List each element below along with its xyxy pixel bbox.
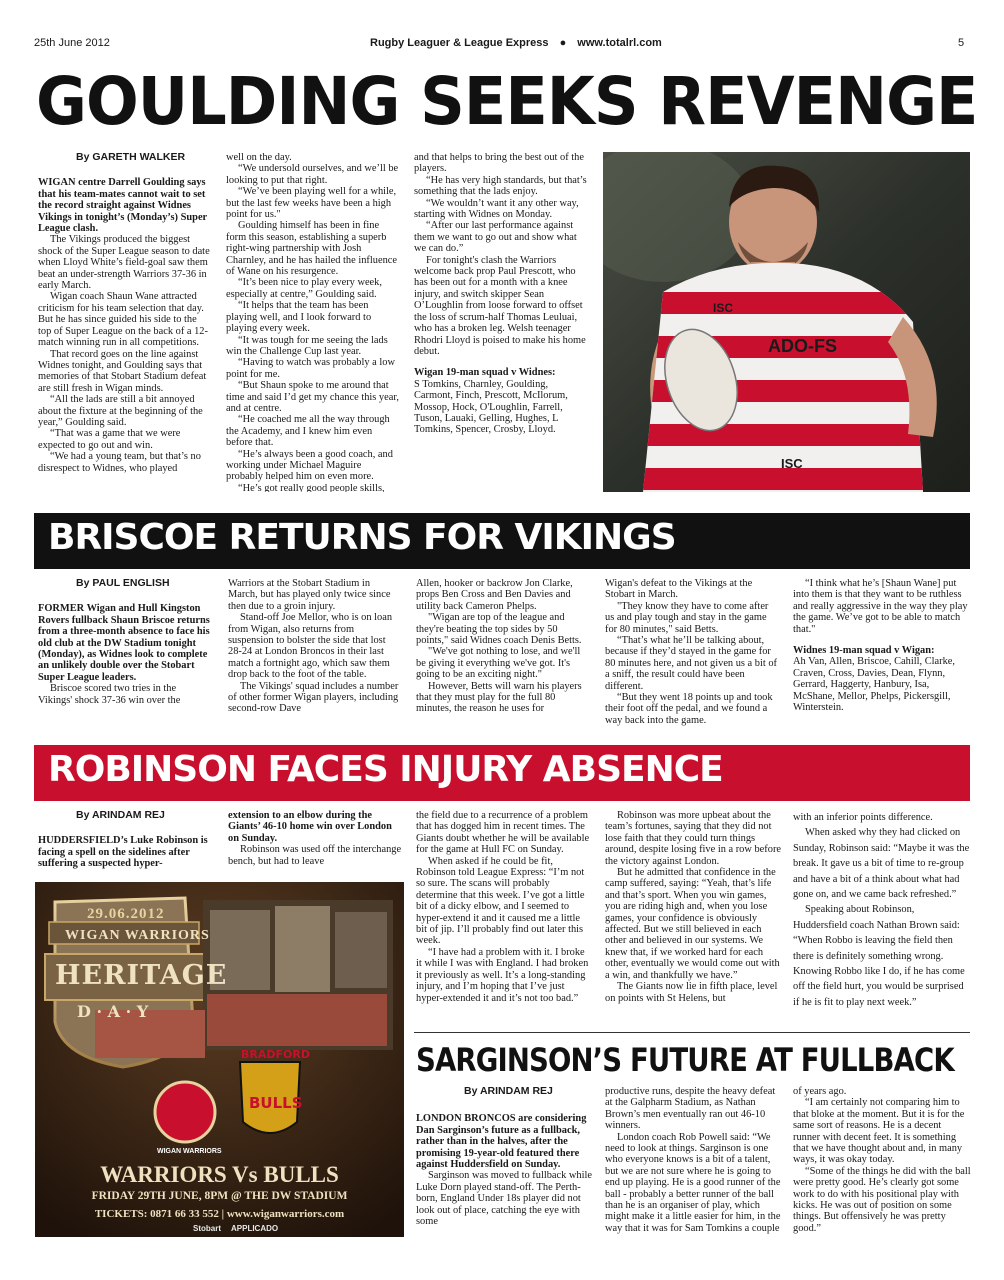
paragraph: “He coached me all the way through the Academy, and I knew him even before that. [226, 414, 390, 449]
publication-name: Rugby Leaguer & League Express [370, 37, 549, 49]
advert-banner: WIGAN WARRIORS [65, 928, 210, 943]
lead-paragraph: HUDDERSFIELD’s Luke Robinson is facing a spell on the sidelines after suffering a suspected hyper- [38, 835, 208, 870]
shorts-logo-text: ISC [781, 456, 803, 471]
paragraph: productive runs, despite the heavy defeat at the Galpharm Stadium, as Nathan Brown’s men eventually ran out 46-10 winners. [605, 1086, 776, 1132]
paragraph: “Having to watch was probably a low point for me. [226, 357, 395, 380]
paragraph: Wigan's defeat to the Vikings at the Stobart in March. [605, 578, 753, 601]
paragraph: “He’s always been a good coach, and working under Michael Maguire probably helped him on even more. [226, 448, 393, 483]
section-rule [414, 1032, 970, 1033]
bradford-label: BRADFORD [241, 1048, 310, 1061]
paragraph: However, Betts will warn his players that they must play for the full 80 minutes, the reason he uses for [416, 680, 582, 715]
byline: By ARINDAM REJ [464, 1086, 553, 1097]
paragraph: the field due to a recurrence of a problem that has dogged him in recent times. The Giants doubt whether he will be available for the game at Hull FC on Sunday. [416, 810, 590, 856]
article4-col2 [605, 1086, 781, 1246]
article2-col3 [416, 578, 592, 728]
issue-date: 25th June 2012 [34, 37, 110, 49]
article2-col2 [228, 578, 402, 728]
article4-col1 [416, 1086, 592, 1246]
advert-match-details: FRIDAY 29TH JUNE, 8PM @ THE DW STADIUM [91, 1190, 348, 1202]
masthead-line [370, 37, 662, 49]
paragraph: The Vikings' squad includes a number of other former Wigan players, including second-row Dave [228, 680, 399, 715]
paragraph: When asked if he could be fit, Robinson told League Express: “I’m not so sure. The scans will probably determine that this week. I’ve got a little bit of a dicky elbow, and I seemed to hyper-extend it and it caused me a little bit of jip. I’ll probably find out later this week. [416, 855, 585, 947]
advert-match-title: WARRIORS Vs BULLS [100, 1162, 339, 1187]
paragraph: “Some of the things he did with the ball were pretty good. He’s clearly got some work to do with his positional play with kicks. He was out of position on some things. But offensively he was pretty good.” [793, 1165, 971, 1234]
squad-title: Widnes 19-man squad v Wigan: [793, 645, 935, 657]
byline: By PAUL ENGLISH [76, 578, 170, 589]
paragraph: “All the lads are still a bit annoyed about the fixture at the beginning of the year,” Goulding said. [38, 394, 203, 428]
paragraph: “But they went 18 points up and took their foot off the pedal, and we found a way back into the game. [605, 692, 773, 726]
squad-title: Wigan 19-man squad v Widnes: [414, 367, 556, 379]
headline-band-robinson [34, 745, 970, 801]
sponsor-applicado: APPLICADO [231, 1224, 279, 1233]
paragraph: Goulding himself has been in fine form this season, establishing a superb right-wing partnership with Josh Charnley, and he has hailed the influence of Wane on his resurgence. [226, 220, 397, 278]
article3-col3 [416, 810, 592, 1028]
headline-robinson: ROBINSON FACES INJURY ABSENCE [48, 749, 723, 790]
paragraph: Robinson was more upbeat about the team’s fortunes, saying that they did not lose faith that they could turn things around, despite losing five in a row before the victory against London. [605, 810, 781, 867]
paragraph: “I think what he’s [Shaun Wane] put into them is that they want to be ruthless and really aggressive in the way they play the game. We’ve got to be able to match that." [793, 578, 968, 635]
paragraph: Allen, hooker or backrow Jon Clarke, props Ben Cross and Ben Davies and utility back Cameron Phelps. [416, 578, 573, 612]
paragraph: with an inferior points difference. [793, 812, 933, 823]
byline: By ARINDAM REJ [76, 810, 165, 821]
advert-date: 29.06.2012 [87, 906, 165, 922]
squad-list: Ah Van, Allen, Briscoe, Cahill, Clarke, Craven, Cross, Davies, Dean, Flynn, Gerrard, Haggerty, Hanbury, Isa, McShane, Mellor, Phelps, Pickersgill, Winterstein. [793, 656, 955, 714]
page-number: 5 [958, 37, 965, 49]
paragraph: London coach Rob Powell said: “We need to look at things. Sarginson is one who everyone knows is a bit of a talent, but we are not sure where he is going to end up playing. He is a good runner of the ball - probably a better runner of the ball than he is an organiser of play, which might make it a little easier for him, in the way that it was for Sam Tomkins a couple [605, 1131, 781, 1234]
paragraph: "Wigan are top of the league and they're beating the top sides by 50 points," said Widnes coach Denis Betts. [416, 612, 582, 647]
lead-paragraph: WIGAN centre Darrell Goulding says that his team-mates cannot wait to set the record straight against Widnes Vikings in tonight’s (Monday’s) Super League clash. [38, 177, 207, 235]
chest-sponsor-text: ADO-FS [768, 336, 837, 356]
article3-col2 [228, 810, 402, 870]
byline: By GARETH WALKER [76, 152, 186, 163]
lead-paragraph: FORMER Wigan and Hull Kingston Rovers fullback Shaun Briscoe returns from a three-month absence to face his old club at the DW Stadium tonight (Monday), as Widnes look to complete an unlikely double over the Stobart Super League leaders. [38, 603, 210, 683]
lead-continuation: extension to an elbow during the Giants’ 46-10 home win over London on Sunday. [228, 810, 392, 844]
paragraph: The Vikings produced the biggest shock of the Super League season to date when Lloyd White’s field-goal saw them beat an under-strength Warriors 37-36 in early March. [38, 234, 210, 292]
player-photo [603, 152, 970, 492]
paragraph: The Giants now lie in fifth place, level on points with St Helens, but [605, 981, 778, 1004]
headline-briscoe: BRISCOE RETURNS FOR VIKINGS [48, 517, 676, 558]
bullet-separator: ● [559, 37, 567, 49]
paragraph: "They know they have to come after us and play tough and stay in the game for 80 minutes," said Betts. [605, 600, 769, 635]
paragraph: “I am certainly not comparing him to that bloke at the moment. But it is for the same sort of reasons. He is a decent runner with decent feet. It is something that we have thought about and, in many ways, it was okay today. [793, 1097, 965, 1166]
paragraph: “It’s been nice to play every week, especially at centre,” Goulding said. [226, 277, 382, 300]
paragraph: “I have had a problem with it. I broke it while I was with England. I had broken it previously as well. It’s a long-standing injury, and I’m hoping that I’ve just hyper-extended it and it’s not too bad.” [416, 946, 589, 1004]
paragraph: Robinson was used off the interchange bench, but had to leave [228, 844, 402, 867]
paragraph: Speaking about Robinson, Huddersfield coach Nathan Brown said: “When Robbo is leaving the field then there is definitely something wrong. Knowing Robbo like I do, if he has come off the field hurt, you would be surprised if he is fit to play next week.” [793, 904, 965, 1008]
sponsor-stobart: Stobart [193, 1224, 221, 1233]
paragraph: That record goes on the line against Widnes tonight, and Goulding says that memories of that Stobart Stadium defeat are still fresh in Wigan minds. [38, 348, 207, 394]
paragraph: Stand-off Joe Mellor, who is on loan from Wigan, also returns from suspension to bolster the side that lost 28-24 at London Broncos in their last match a fortnight ago, which saw them drop back to the foot of the table. [228, 612, 393, 681]
paragraph: and that helps to bring the best out of the players. [414, 152, 584, 175]
lead-paragraph: LONDON BRONCOS are considering Dan Sarginson’s future as a fullback, rather than in the halves, after the promising 19-year-old featured there against Huddersfield on Sunday. [416, 1113, 587, 1171]
paragraph: When asked why they had clicked on Sunday, Robinson said: “Maybe it was the break. It gave us a bit of time to re-group and have a bit of a think about what had gone on, and we came back refreshed.” [793, 827, 970, 901]
paragraph: “We wouldn’t want it any other way, starting with Widnes on Monday. [414, 197, 579, 221]
paragraph: “It was tough for me seeing the lads win the Challenge Cup last year. [226, 334, 388, 357]
article3-col5 [793, 810, 971, 1028]
article1-col3 [414, 152, 588, 492]
article2-col4 [605, 578, 779, 728]
heritage-day-advert[interactable] [35, 882, 404, 1237]
paragraph: “That’s what he’ll be talking about, because if they’d stayed in the game for 80 minutes here, and not given us a bit of a sniff, the result could have been different. [605, 635, 777, 692]
article2-col5 [793, 578, 971, 728]
paragraph: Warriors at the Stobart Stadium in March, but has played only twice since then due to a groin injury. [228, 578, 391, 612]
headline-sarginson: SARGINSON’S FUTURE AT FULLBACK [416, 1041, 954, 1079]
paragraph: "We've got nothing to lose, and we'll be giving it everything we've got. It's going to be an exciting night." [416, 646, 581, 681]
headline-goulding: GOULDING SEEKS REVENGE [36, 63, 978, 140]
advert-subtitle: D · A · Y [77, 1002, 149, 1021]
paragraph: “We undersold ourselves, and we’ll be looking to put that right. [226, 163, 399, 186]
paragraph: “We had a young team, but that’s no disrespect to Widnes, who played [38, 451, 201, 474]
paragraph: “He has very high standards, but that’s something that the lads enjoy. [414, 174, 587, 198]
paragraph: “That was a game that we were expected to go out and win. [38, 428, 181, 451]
paragraph: “We’ve been playing well for a while, but the last few weeks have been a high point for us." [226, 186, 397, 221]
paragraph: “But Shaun spoke to me around that time and said I’d get my chance this year, and at centre. [226, 380, 399, 414]
player-photo-graphic [603, 152, 970, 492]
paragraph: Sarginson was moved to fullback while Luke Dorn played stand-off. The Perth-born, England Under 18s player did not look out of place, catching the eye with some [416, 1170, 592, 1228]
article1-col2 [226, 152, 400, 492]
squad-list: S Tomkins, Charnley, Goulding, Carmont, Finch, Prescott, McIlorum, Mossop, Hock, O'Loughlin, Farrell, Tuson, Lauaki, Gelling, Hughes, L Tomkins, Spencer, Crosby, Lloyd. [414, 378, 568, 436]
wigan-crest-label: WIGAN WARRIORS [157, 1148, 222, 1155]
advert-tickets[interactable]: TICKETS: 0871 66 33 552 | www.wiganwarriors.com [94, 1208, 345, 1220]
paragraph: well on the day. [226, 152, 292, 163]
bulls-label: BULLS [249, 1094, 303, 1112]
paragraph: of years ago. [793, 1086, 847, 1097]
paragraph: Wigan coach Shaun Wane attracted criticism for his team selection that day. But he has since guided his side to the top of Super League on the back of a 12-match winning run in all competitions. [38, 291, 208, 349]
article3-col4 [605, 810, 781, 1028]
paragraph: “It helps that the team has been playing well, and I look forward to playing every week. [226, 300, 372, 335]
paragraph: “After our last performance against them we want to go out and show what we can do.” [414, 220, 577, 255]
advert-title: HERITAGE [55, 960, 228, 991]
article1-col1 [38, 152, 212, 492]
website-link[interactable]: www.totalrl.com [577, 37, 662, 49]
article2-col1 [38, 578, 212, 728]
article3-col1 [38, 810, 212, 870]
headline-band-briscoe [34, 513, 970, 569]
sleeve-logo-text: ISC [713, 301, 734, 315]
paragraph: For tonight's clash the Warriors welcome back prop Paul Prescott, who has been out for a month with a knee injury, and switch skipper Sean O’Loughlin from loose forward to offset the loss of scrum-half Thomas Leuluai, who has a broken leg. Welsh teenager Rhodri Lloyd is poised to make his home debut. [414, 254, 586, 357]
paragraph: Briscoe scored two tries in the Vikings' shock 37-36 win over the [38, 683, 181, 706]
article4-col3 [793, 1086, 971, 1246]
paragraph: “He’s got really good people skills, [238, 482, 385, 492]
paragraph: But he admitted that confidence in the camp suffered, saying: “Yeah, that’s life and that’s sport. When you win games, you are riding high and, when you lose games, your confidence is obviously affected. But we still believed in each other and believed in our systems. We knew that, if we worked hard for each other, eventually we would come out with a win, and thankfully we have.” [605, 867, 780, 981]
